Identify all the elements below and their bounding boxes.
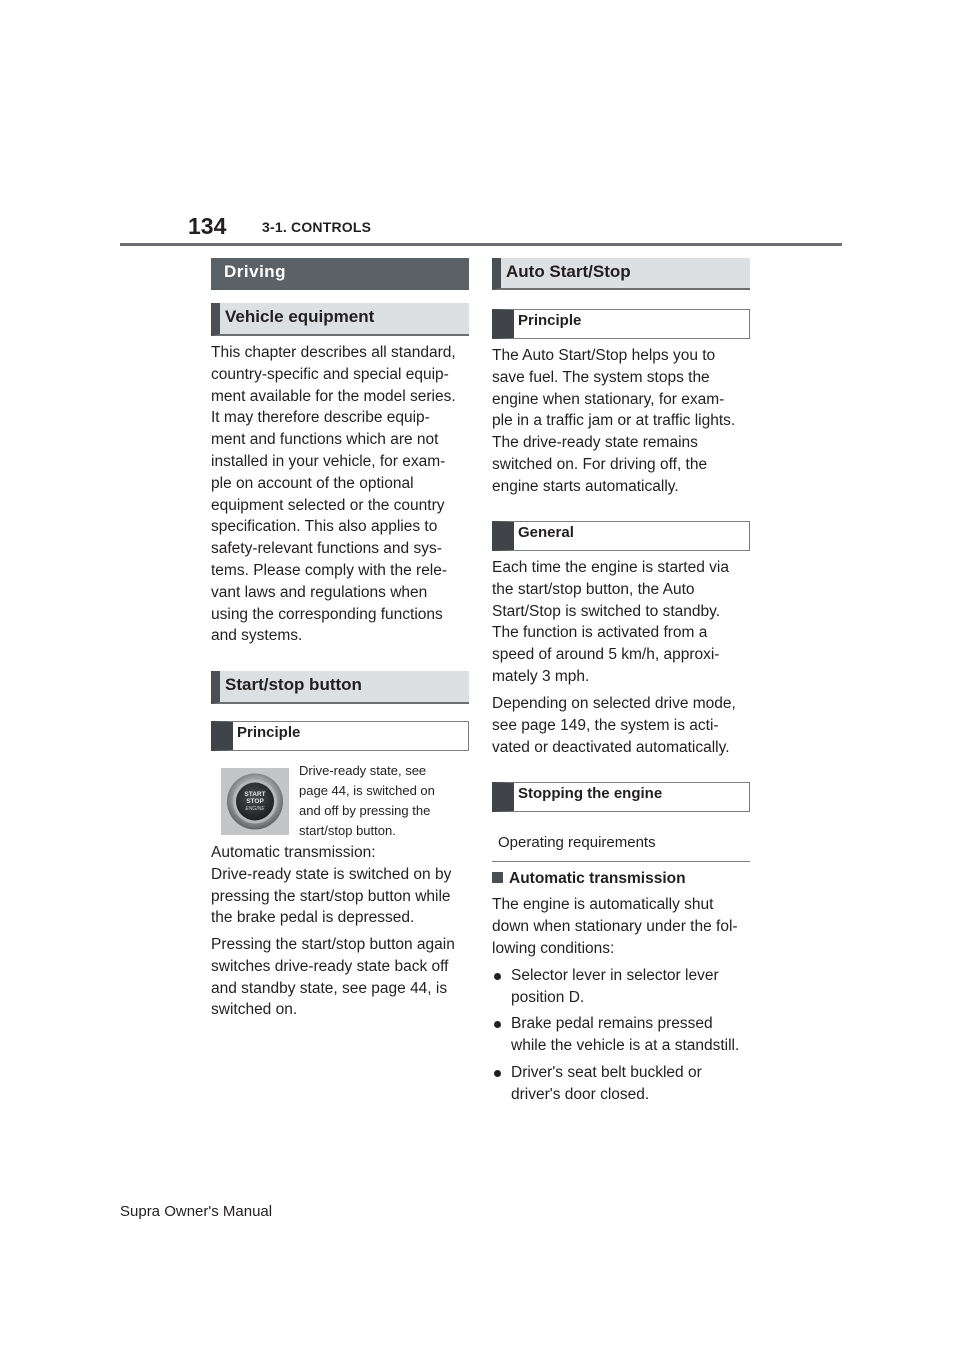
list-item: [494, 1062, 752, 1106]
caption-line: Drive-ready state, see: [299, 763, 427, 778]
text-line: and standby state, see page 44, is: [211, 979, 448, 997]
text-line: and systems.: [211, 627, 303, 645]
text-line: speed of around 5 km/h, approxi-: [492, 646, 720, 664]
principle-heading-right: Principle: [492, 309, 750, 339]
caption-line: start/stop button.: [299, 823, 396, 838]
text-line: engine starts automatically.: [492, 477, 679, 495]
caption-line: page 44, is switched on: [299, 783, 435, 798]
auto-start-stop-principle-text: [492, 345, 752, 498]
bullet-dot-icon: [494, 1021, 501, 1028]
text-line: equipment selected or the country: [211, 496, 445, 514]
text-line: lowing conditions:: [492, 939, 615, 957]
text-line: ple in a traffic jam or at traffic lights.: [492, 412, 736, 430]
text-line: the start/stop button, the Auto: [492, 580, 695, 598]
operating-requirements-heading: Operating requirements: [492, 830, 750, 862]
text-line: ple on account of the optional: [211, 474, 414, 492]
text-line: This chapter describes all standard,: [211, 344, 456, 361]
text-line: ment and functions which are not: [211, 431, 439, 449]
text-line: The drive-ready state remains: [492, 434, 698, 452]
chapter-title: 3-1. CONTROLS: [262, 219, 372, 235]
text-line: using the corresponding functions: [211, 605, 443, 623]
section-heading-driving: Driving: [211, 258, 469, 290]
list-item: [494, 965, 752, 1009]
text-line: safety-relevant functions and sys-: [211, 540, 442, 558]
text-line: The engine is automatically shut: [492, 896, 714, 913]
text-line: vant laws and regulations when: [211, 583, 428, 601]
text-line: Drive-ready state is switched on by: [211, 865, 452, 883]
text-line: the brake pedal is depressed.: [211, 909, 415, 927]
bullet-dot-icon: [494, 1070, 501, 1077]
shutdown-conditions-text: [492, 894, 752, 959]
caption-line: and off by pressing the: [299, 803, 431, 818]
header-rule: [120, 243, 842, 246]
press-again-text: [211, 934, 471, 1021]
text-line: country-specific and special equip-: [211, 365, 449, 383]
start-stop-button-image: [221, 768, 289, 835]
text-line: Start/Stop is switched to standby.: [492, 602, 721, 620]
button-label-engine: ENGINE: [245, 806, 265, 812]
text-line: installed in your vehicle, for exam-: [211, 452, 446, 470]
text-line: engine when stationary, for exam-: [492, 390, 725, 408]
start-stop-button-icon: [221, 768, 289, 835]
text-line: while the vehicle is at a standstill.: [511, 1036, 740, 1054]
text-line: specification. This also applies to: [211, 518, 438, 536]
text-line: down when stationary under the fol-: [492, 917, 738, 935]
vehicle-equipment-text: [211, 342, 469, 647]
text-line: Pressing the start/stop button again: [211, 936, 455, 953]
square-bullet-icon: [492, 872, 503, 883]
subsection-heading-start-stop-button: Start/stop button: [211, 671, 469, 704]
drive-mode-text: [492, 693, 752, 758]
text-line: The function is activated from a: [492, 624, 708, 642]
page-number: 134: [188, 213, 227, 239]
principle-heading-left: Principle: [211, 721, 469, 751]
text-line: vated or deactivated automatically.: [492, 738, 730, 756]
text-line: mately 3 mph.: [492, 667, 590, 685]
button-caption: [299, 761, 469, 841]
text-line: switched on.: [211, 1001, 298, 1019]
button-label-stop: STOP: [246, 798, 264, 805]
subsection-heading-vehicle-equipment: Vehicle equipment: [211, 303, 469, 336]
text-line: switches drive-ready state back off: [211, 957, 449, 975]
text-line: tems. Please comply with the rele-: [211, 561, 448, 579]
stopping-engine-heading: Stopping the engine: [492, 782, 750, 812]
button-label-start: START: [244, 791, 266, 798]
text-line: save fuel. The system stops the: [492, 368, 710, 386]
footer-text: Supra Owner's Manual: [120, 1203, 273, 1220]
automatic-transmission-label: Automatic transmission: [509, 870, 686, 887]
text-line: see page 149, the system is acti-: [492, 716, 719, 734]
automatic-transmission-text: [211, 842, 471, 929]
section-heading-auto-start-stop: Auto Start/Stop: [492, 258, 750, 290]
automatic-transmission-heading: [492, 869, 752, 889]
text-line: Automatic transmission:: [211, 844, 376, 861]
text-line: pressing the start/stop button while: [211, 887, 451, 905]
text-line: ment available for the model series.: [211, 387, 456, 405]
text-line: driver's door closed.: [511, 1085, 650, 1103]
text-line: It may therefore describe equip-: [211, 409, 430, 427]
text-line: The Auto Start/Stop helps you to: [492, 347, 716, 364]
text-line: Driver's seat belt buckled or: [511, 1064, 702, 1081]
text-line: Each time the engine is started via: [492, 559, 729, 576]
list-item: [494, 1013, 752, 1057]
general-text: [492, 557, 752, 688]
text-line: switched on. For driving off, the: [492, 455, 708, 473]
text-line: position D.: [511, 988, 585, 1006]
text-line: Depending on selected drive mode,: [492, 695, 736, 712]
text-line: Selector lever in selector lever: [511, 967, 719, 984]
text-line: Brake pedal remains pressed: [511, 1015, 713, 1032]
bullet-dot-icon: [494, 973, 501, 980]
general-heading: General: [492, 521, 750, 551]
